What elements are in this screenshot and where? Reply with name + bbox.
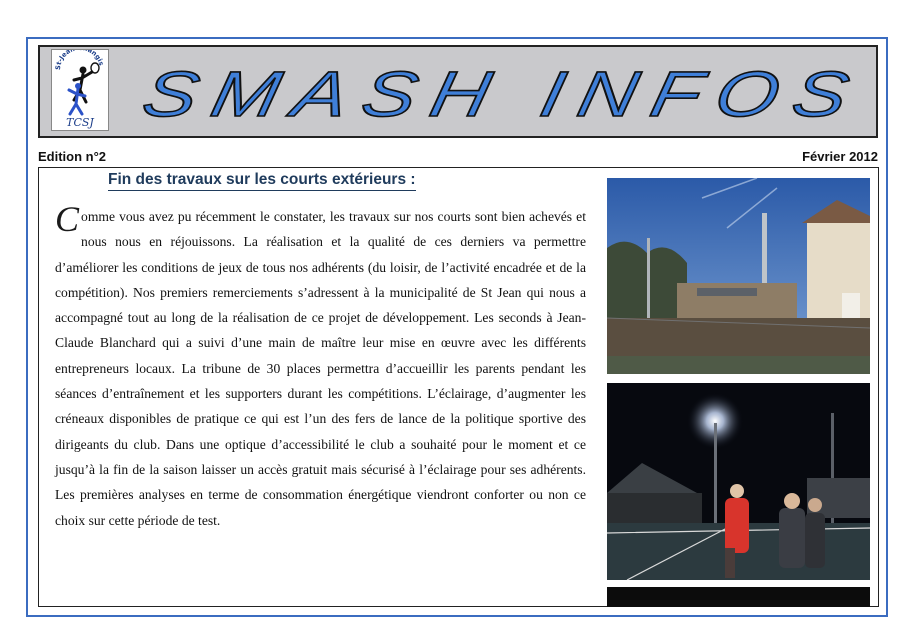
article-text: omme vous avez pu récemment le constater, les travaux sur nos courts sont bien achevés et nous nous en réjouissons. La réalisation et la qualité de ces derniers va permettre d’améliorer les conditions de jeux de tous nos adhérents (du loisir, de l’activité encadrée et de la compétition). Nos premiers remerciements s’adressent à la municipalité de St Jean qui nous a accompagné tout au long de la réalisation de ce projet de développement. Les seconds à Jean-Claude Blanchard qui a suivi d’une main de maître leur mise en œuvre avec les différents entrepreneurs locaux. La tribune de 30 places permettra d’accueillir les parents pendant les séances d’entraînement et les supporters durant les compétitions. L’éclairage, d’augmenter les créneaux disponibles de pratique ce qui est l’un des fers de lance de la politique sportive des dirigeants du club. Dans une optique d’accessibilité le club a souhaité pour le moment et ce jusqu’à la fin de la saison laisser un accès gratuit mais sécurisé à l’éclairage pour ses adhérents. Les premières analyses en terme de consommation énergétique viendront conforter ou non ce choix sur cette période de test.: [55, 209, 586, 528]
article-heading: Fin des travaux sur les courts extérieurs :: [108, 171, 416, 191]
article-dropcap: C: [55, 199, 80, 239]
logo-club-name: St-Jea angis: [53, 50, 106, 71]
photo-courts-night: [607, 383, 870, 580]
article-body: [55, 199, 586, 533]
edition-number: Edition n°2: [38, 149, 107, 164]
newsletter-title: [140, 58, 860, 128]
photo-partial: [607, 587, 870, 607]
club-logo: [51, 49, 109, 131]
photo-courts-works: [607, 178, 870, 374]
svg-text:St-Jean-Changis: [54, 50, 106, 70]
newsletter-title-text: SMASH INFOS: [140, 58, 725, 128]
logo-abbreviation: TCSJ: [66, 116, 94, 129]
issue-meta: [38, 149, 878, 167]
issue-date: Février 2012: [802, 149, 878, 164]
